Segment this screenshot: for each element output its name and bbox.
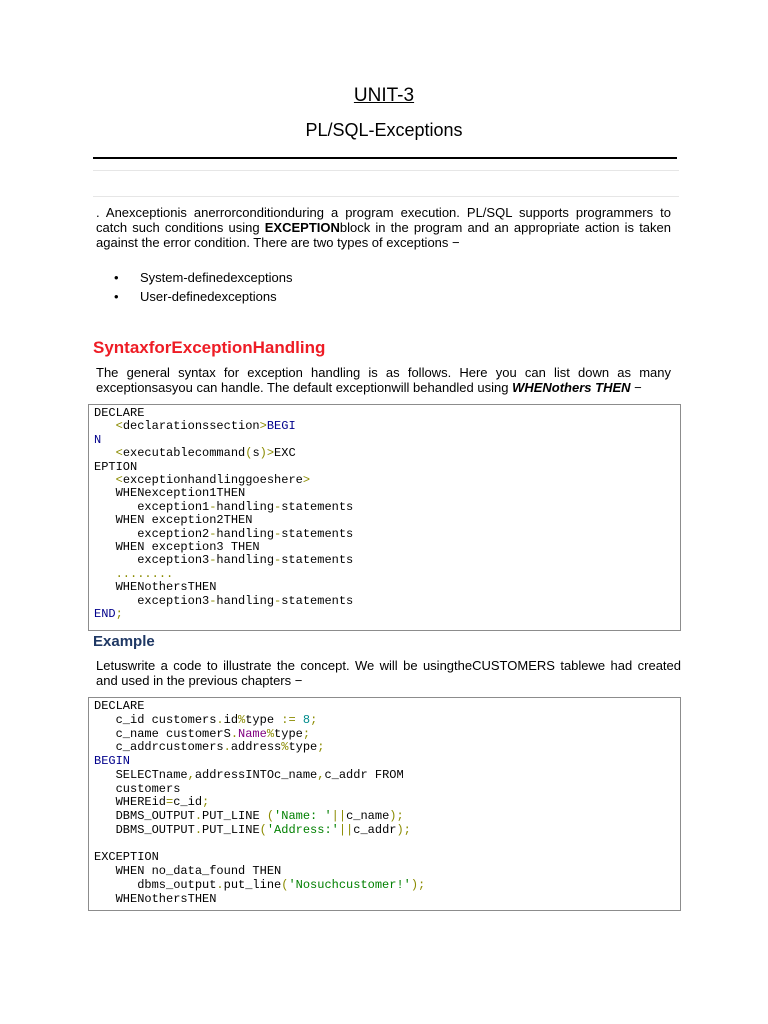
code-line: WHEN no_data_found THEN <box>94 864 282 878</box>
code-line: dbms_output.put_line('Nosuchcustomer!'); <box>94 877 426 892</box>
code-line: DBMS_OUTPUT.PUT_LINE('Address:'||c_addr); <box>94 822 411 837</box>
code-line: exception1-handling-statements <box>94 499 354 514</box>
code-line: WHEN exception3 THEN <box>94 540 260 555</box>
code-line: WHENexception1THEN <box>94 486 246 501</box>
syntax-paragraph: The general syntax for exception handling is as follows. Here you can list down as many exceptionsasyou can handle. The default exceptionwill behandled using WHENothers THEN − <box>96 365 671 395</box>
code-line: N <box>94 432 102 447</box>
code-line: <executablecommand(s)>EXC <box>115 446 296 461</box>
exception-types-list <box>114 268 292 306</box>
bullet-icon: • <box>114 289 119 304</box>
example-code <box>94 700 425 906</box>
thin-divider <box>93 170 679 171</box>
list-item: • User-definedexceptions <box>114 289 277 304</box>
code-line: DBMS_OUTPUT.PUT_LINE ('Name: '||c_name); <box>94 809 404 823</box>
code-line: c_id customers.id%type := 8; <box>94 712 318 727</box>
code-line: END; <box>94 607 123 622</box>
code-line: BEGIN <box>94 754 131 768</box>
exception-keyword: EXCEPTION <box>264 219 340 235</box>
example-heading: Example <box>93 633 155 650</box>
thin-divider <box>93 196 679 197</box>
title-divider <box>93 157 677 159</box>
code-line: DECLARE <box>94 406 145 420</box>
bullet-icon: • <box>114 270 119 285</box>
code-line: DECLARE <box>94 699 145 713</box>
when-others-keyword: WHENothers THEN <box>512 379 631 395</box>
code-line: c_addrcustomers.address%type; <box>94 740 325 755</box>
code-line: <declarationssection>BEGI <box>115 419 296 434</box>
code-line: customers <box>94 781 181 796</box>
code-line: EXCEPTION <box>94 850 159 865</box>
code-line: c_name customerS.Name%type; <box>94 726 311 741</box>
code-line: SELECTname,addressINTOc_name,c_addr FROM <box>94 767 404 782</box>
code-line: EPTION <box>94 459 138 474</box>
code-line: WHENothersTHEN <box>94 580 217 595</box>
code-line: WHEN exception2THEN <box>94 513 253 528</box>
code-line: exception3-handling-statements <box>94 593 354 608</box>
syntax-heading: SyntaxforExceptionHandling <box>93 338 326 357</box>
code-line: WHEREid=c_id; <box>94 795 210 810</box>
code-line: exception2-handling-statements <box>94 526 354 541</box>
page-title: PL/SQL-Exceptions <box>305 120 463 140</box>
unit-title: UNIT-3 <box>353 85 415 106</box>
code-line: WHENothersTHEN <box>94 891 217 906</box>
code-line: <exceptionhandlinggoeshere> <box>115 473 311 488</box>
list-item: • System-definedexceptions <box>114 270 293 285</box>
syntax-code <box>94 407 353 622</box>
code-line: exception3-handling-statements <box>94 553 354 568</box>
intro-paragraph: . Anexceptionis anerrorconditionduring a program execution. PL/SQL supports programmers to catch such conditions using EXCEPTIONblock in the program and an appropriate action is taken against the error condition. There are two types of exceptions − <box>96 205 671 250</box>
code-line: ........ <box>115 566 174 581</box>
example-paragraph: Letuswrite a code to illustrate the concept. We will be usingtheCUSTOMERS tablewe had created and used in the previous chapters − <box>96 658 681 688</box>
